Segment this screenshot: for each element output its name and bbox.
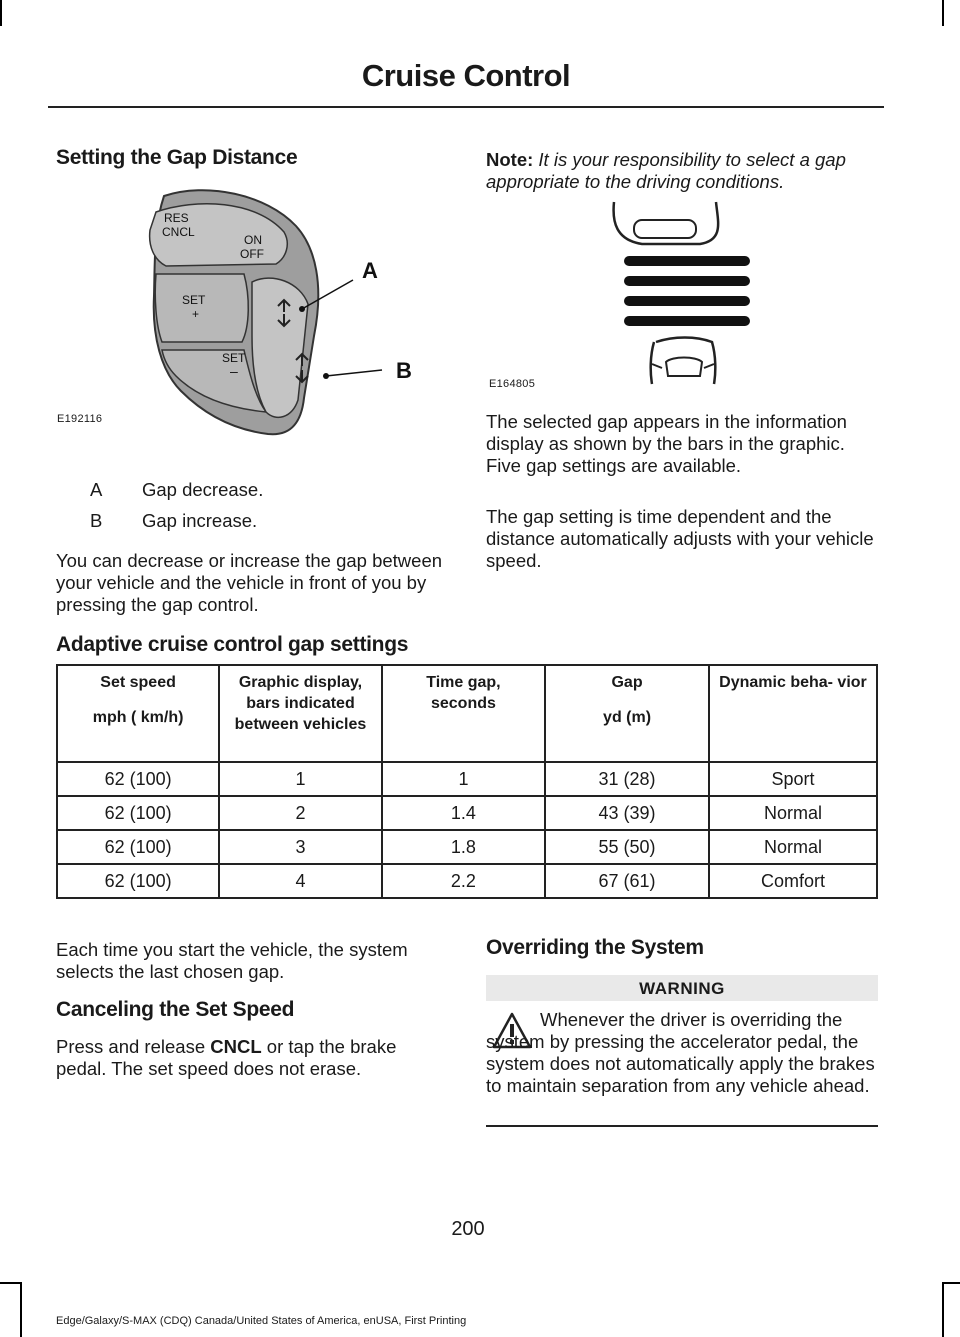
page-number: 200 (451, 1218, 485, 1240)
table-cell: 55 (50) (545, 830, 709, 864)
legend-row-b (56, 510, 456, 532)
crop-mark-bottom-left (0, 1282, 20, 1284)
warning-label: WARNING (486, 975, 878, 1001)
table-cell: 62 (100) (57, 762, 219, 796)
table-cell: Normal (709, 830, 877, 864)
col-header-graphic-display-main: Graphic display, bars indicated between vehicles (234, 674, 367, 733)
note-paragraph (486, 149, 880, 193)
table-cell: 31 (28) (545, 762, 709, 796)
legend-key-b: B (90, 510, 103, 531)
footer-text: Edge/Galaxy/S-MAX (CDQ) Canada/United States of America, enUSA, First Printing (56, 1315, 467, 1327)
callout-a: A (362, 258, 378, 283)
table-cell: 1 (382, 762, 545, 796)
cancel-text-after: or tap the brake pedal. The set speed does not erase. (56, 1036, 397, 1079)
gap-legend (56, 479, 456, 541)
note-text: It is your responsibility to select a gap appropriate to the driving conditions. (486, 149, 846, 192)
gap-distance-section (56, 146, 456, 170)
last-gap-paragraph: Each time you start the vehicle, the system selects the last chosen gap. (56, 939, 408, 982)
table-row (57, 762, 877, 796)
crop-mark-top-left (0, 0, 2, 26)
crop-mark-top-left-h (0, 0, 2, 2)
table-row (57, 830, 877, 864)
table-header-row (57, 665, 877, 762)
col-header-gap (545, 665, 709, 762)
table-cell: Sport (709, 762, 877, 796)
legend-text-b: Gap increase. (142, 510, 258, 531)
legend-text-a: Gap decrease. (142, 479, 264, 500)
gap-table-heading: Adaptive cruise control gap settings (56, 633, 409, 656)
col-header-time-gap (382, 665, 545, 762)
col-header-gap-unit: yd (m) (603, 709, 652, 726)
table-cell: 4 (219, 864, 382, 898)
set-minus-label: SET (222, 351, 246, 365)
col-header-set-speed-main: Set speed (100, 674, 176, 691)
table-cell: 43 (39) (545, 796, 709, 830)
col-header-dynamic-behavior-main: Dynamic beha- vior (719, 674, 867, 691)
gap-bars-figure (486, 196, 878, 396)
override-heading: Overriding the System (486, 936, 704, 959)
col-header-gap-main: Gap (611, 674, 643, 691)
crop-mark-bottom-left-v (20, 1282, 22, 1337)
figure-id-e192116: E192116 (57, 413, 103, 425)
table-cell: 67 (61) (545, 864, 709, 898)
steering-control-illustration (56, 186, 426, 436)
table-cell: 62 (100) (57, 864, 219, 898)
col-header-dynamic-behavior (709, 665, 877, 762)
page-title: Cruise Control (361, 58, 571, 93)
table-cell: 3 (219, 830, 382, 864)
col-header-set-speed (57, 665, 219, 762)
gap-control-description: You can decrease or increase the gap between your vehicle and the vehicle in front of you by pressing the gap control. (56, 550, 443, 615)
on-label: ON (244, 233, 262, 247)
gap-display-paragraph: The selected gap appears in the information display as shown by the bars in the graphic. Five gap settings are available. (486, 411, 847, 476)
col-header-graphic-display (219, 665, 382, 762)
col-header-time-gap-main: Time gap, seconds (426, 674, 501, 712)
table-row (57, 864, 877, 898)
gap-bars-illustration (486, 196, 878, 396)
cancel-heading: Canceling the Set Speed (56, 998, 295, 1021)
table-cell: Comfort (709, 864, 877, 898)
gap-control-figure (56, 186, 426, 436)
plus-label: + (192, 307, 200, 321)
page-header (48, 58, 884, 108)
minus-label: – (230, 363, 238, 379)
cancel-bold-cncl: CNCL (210, 1036, 262, 1057)
cncl-label: CNCL (162, 225, 195, 239)
res-label: RES (164, 211, 189, 225)
table-cell: 1.4 (382, 796, 545, 830)
table-cell: 2 (219, 796, 382, 830)
callout-b: B (396, 358, 412, 383)
legend-row-a (56, 479, 456, 501)
table-cell: 1 (219, 762, 382, 796)
figure-id-e164805: E164805 (489, 378, 536, 390)
gap-distance-heading: Setting the Gap Distance (56, 146, 298, 169)
table-cell: Normal (709, 796, 877, 830)
col-header-set-speed-unit: mph ( km/h) (92, 709, 184, 726)
crop-mark-bottom-right (942, 1282, 960, 1284)
warning-text: Whenever the driver is overriding the system by pressing the accelerator pedal, the system does not automatically apply the brakes to maintain separation from any vehicle ahead. (486, 1009, 875, 1096)
table-row (57, 796, 877, 830)
set-plus-label: SET (182, 293, 206, 307)
table-cell: 1.8 (382, 830, 545, 864)
legend-key-a: A (90, 479, 103, 500)
off-label: OFF (240, 247, 264, 261)
table-cell: 2.2 (382, 864, 545, 898)
gap-settings-table (56, 664, 878, 899)
crop-mark-top-right (942, 0, 944, 26)
table-cell: 62 (100) (57, 830, 219, 864)
crop-mark-bottom-right-v (942, 1282, 944, 1337)
gap-time-paragraph: The gap setting is time dependent and the distance automatically adjusts with your vehicle speed. (486, 506, 874, 571)
cancel-text-before: Press and release (56, 1036, 211, 1057)
cancel-paragraph (56, 1036, 446, 1080)
warning-box (486, 975, 878, 1127)
note-label: Note: (486, 149, 534, 170)
table-cell: 62 (100) (57, 796, 219, 830)
